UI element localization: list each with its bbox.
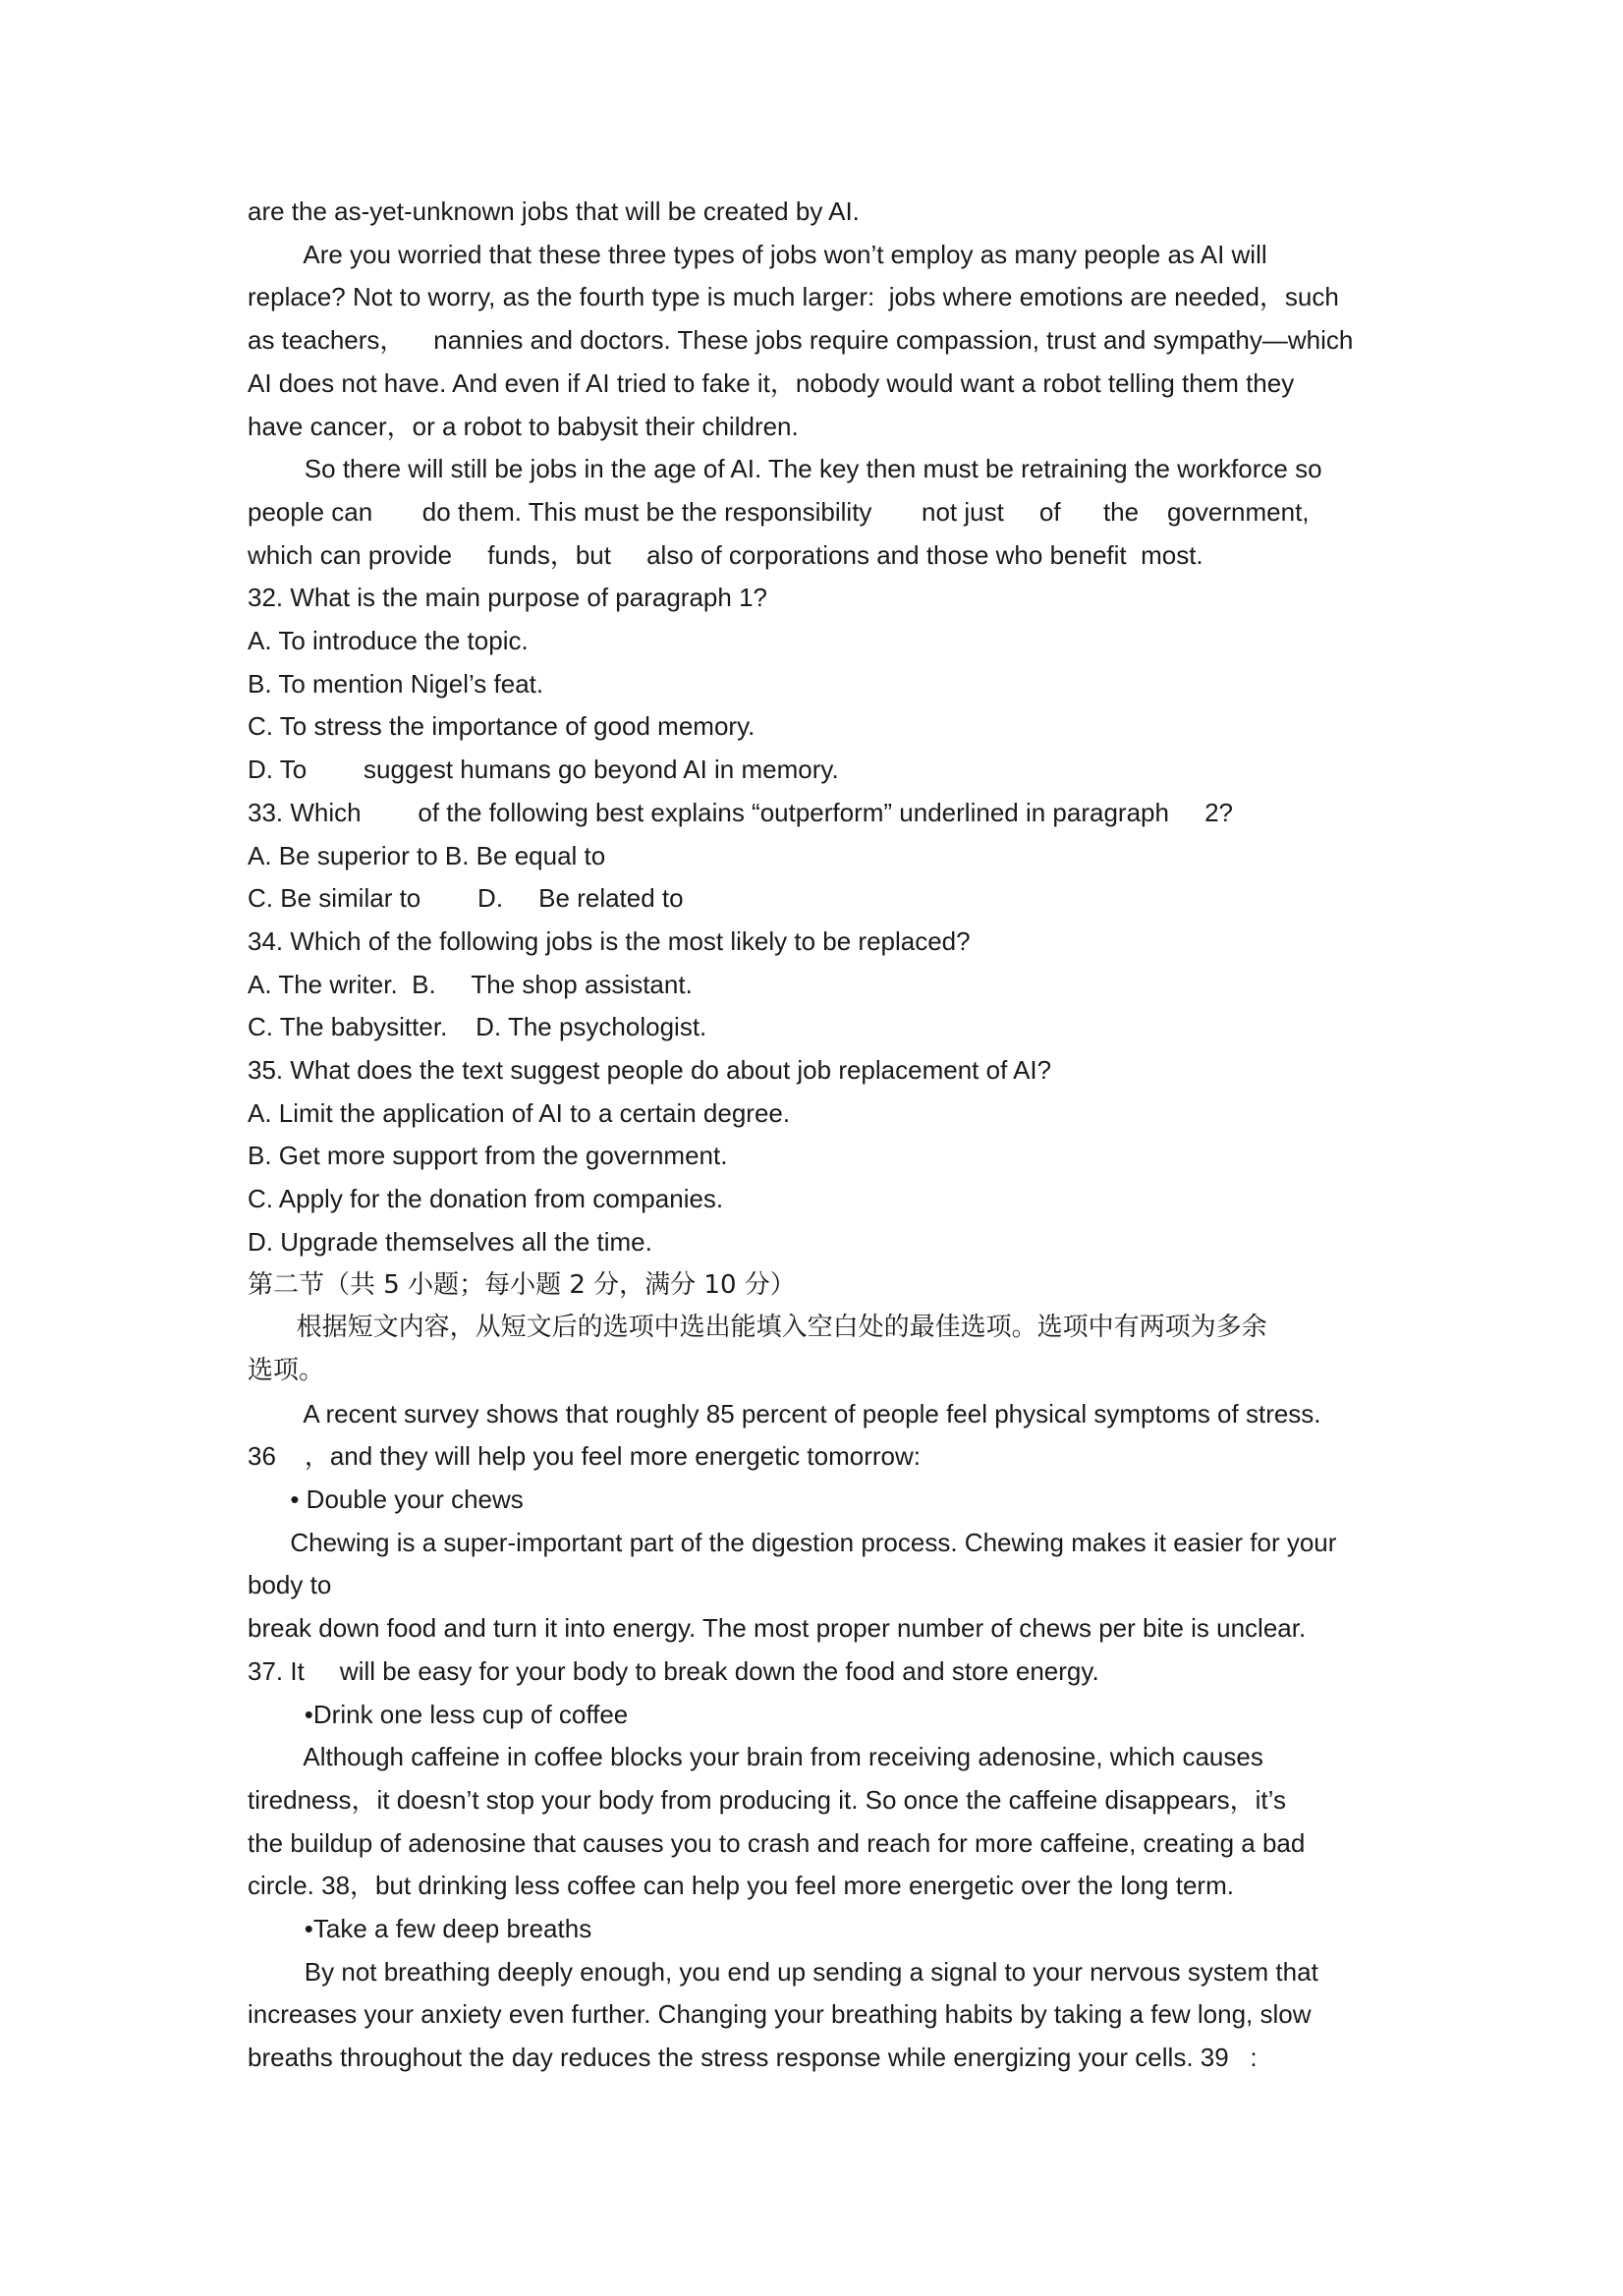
passage-line: replace? Not to worry, as the fourth type is much larger: jobs where emotions are needed，such: [248, 282, 1339, 312]
option-line: A. Limit the application of AI to a certain degree.: [248, 1097, 791, 1128]
passage-line: as teachers， nannies and doctors. These jobs require compassion, trust and sympathy—which: [248, 325, 1354, 356]
option-line: D. Upgrade themselves all the time.: [248, 1226, 652, 1257]
passage-line: have cancer，or a robot to babysit their children.: [248, 411, 799, 441]
passage-line: the buildup of adenosine that causes you to crash and reach for more caffeine, creating a bad: [248, 1827, 1306, 1858]
passage-line: Are you worried that these three types of jobs won’t employ as many people as AI will: [248, 239, 1267, 269]
option-line: A. The writer. B. The shop assistant.: [248, 969, 693, 999]
passage-line: increases your anxiety even further. Changing your breathing habits by taking a few long, slow: [248, 1999, 1312, 2030]
section-heading: 第二节（共 5 小题；每小题 2 分，满分 10 分）: [248, 1269, 796, 1300]
option-line: A. To introduce the topic.: [248, 626, 529, 655]
passage-line: are the as-yet-unknown jobs that will be created by AI.: [248, 196, 860, 226]
passage-line: tiredness，it doesn’t stop your body from producing it. So once the caffeine disappears，it’s: [248, 1784, 1286, 1815]
option-line: B. Get more support from the government.: [248, 1141, 728, 1171]
option-line: C. Be similar to D. Be related to: [248, 883, 684, 914]
option-line: C. The babysitter. D. The psychologist.: [248, 1012, 707, 1042]
passage-line: A recent survey shows that roughly 85 percent of people feel physical symptoms of stress.: [248, 1398, 1321, 1428]
question-34: 34. Which of the following jobs is the most likely to be replaced?: [248, 925, 971, 956]
section-instruction: 根据短文内容，从短文后的选项中选出能填入空白处的最佳选项。选项中有两项为多余: [248, 1313, 1267, 1343]
passage-line: So there will still be jobs in the age of AI. The key then must be retraining the workforce so: [248, 454, 1322, 484]
section-instruction: 选项。: [248, 1355, 325, 1385]
option-line: D. To suggest humans go beyond AI in memory.: [248, 755, 839, 785]
option-line: B. To mention Nigel’s feat.: [248, 668, 544, 699]
subheading: • Double your chews: [248, 1484, 524, 1514]
passage-line: body to: [248, 1570, 332, 1600]
passage-line: breaths throughout the day reduces the stress response while energizing your cells. 39 :: [248, 2043, 1258, 2073]
option-line: A. Be superior to B. Be equal to: [248, 840, 606, 870]
passage-line: circle. 38，but drinking less coffee can help you feel more energetic over the long term.: [248, 1871, 1234, 1901]
passage-line: 36 ，and they will help you feel more energetic tomorrow:: [248, 1441, 922, 1472]
passage-line: 37. It will be easy for your body to break down the food and store energy.: [248, 1655, 1099, 1686]
question-32: 32. What is the main purpose of paragraph 1?: [248, 583, 767, 613]
subheading: •Drink one less cup of coffee: [248, 1699, 629, 1729]
option-line: C. To stress the importance of good memory.: [248, 711, 756, 742]
passage-line: By not breathing deeply enough, you end up sending a signal to your nervous system that: [248, 1956, 1318, 1987]
passage-line: people can do them. This must be the responsibility not just of the government,: [248, 496, 1310, 527]
passage-line: AI does not have. And even if AI tried to fake it，nobody would want a robot telling them they: [248, 367, 1295, 398]
passage-line: Chewing is a super-important part of the digestion process. Chewing makes it easier for your: [248, 1527, 1337, 1557]
passage-line: break down food and turn it into energy. The most proper number of chews per bite is unclear.: [248, 1613, 1314, 1644]
question-33: 33. Which of the following best explains “outperform” underlined in paragraph 2?: [248, 797, 1233, 827]
passage-line: which can provide funds，but also of corporations and those who benefit most.: [248, 539, 1203, 570]
option-line: C. Apply for the donation from companies.: [248, 1184, 724, 1214]
passage-line: Although caffeine in coffee blocks your brain from receiving adenosine, which causes: [248, 1742, 1263, 1772]
subheading: •Take a few deep breaths: [248, 1914, 592, 1943]
question-35: 35. What does the text suggest people do about job replacement of AI?: [248, 1055, 1052, 1085]
